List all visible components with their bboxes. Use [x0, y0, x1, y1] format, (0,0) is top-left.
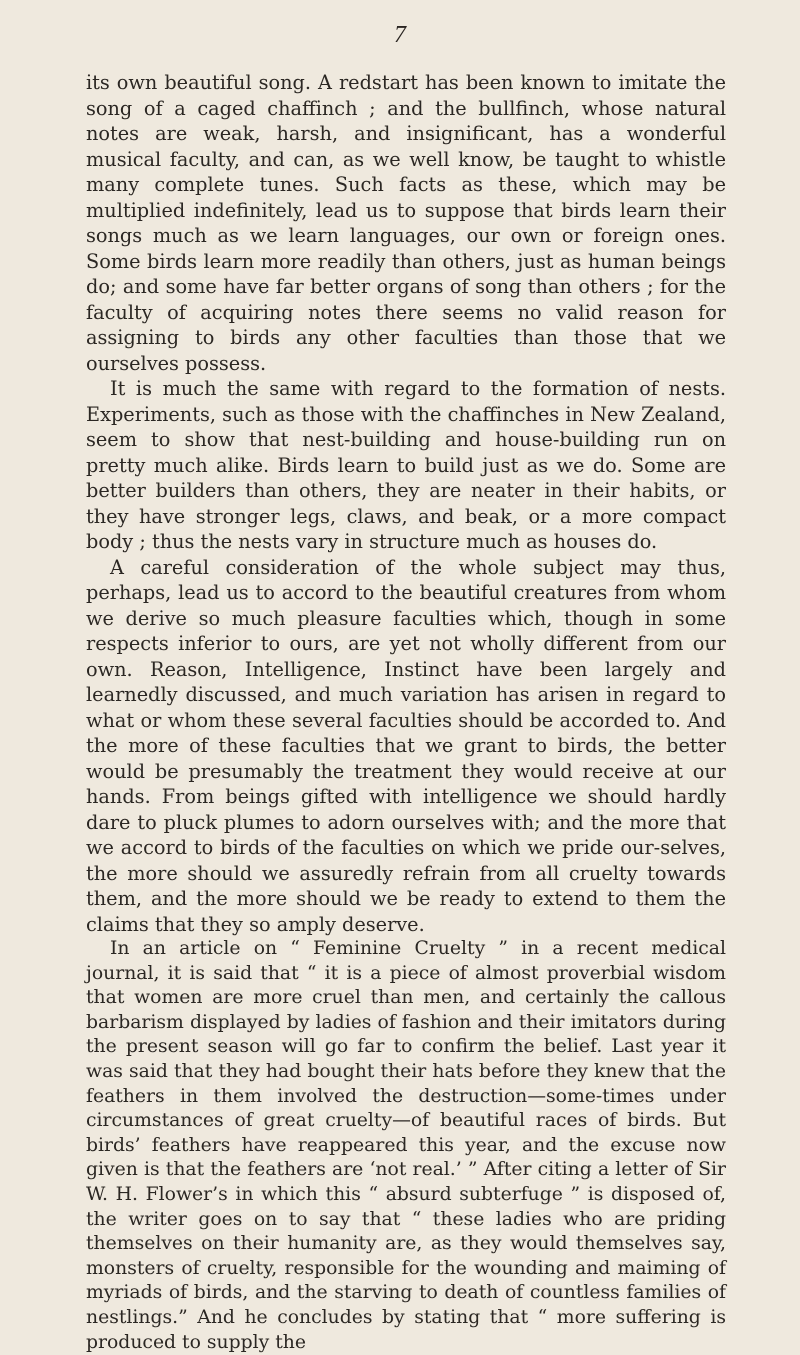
paragraph-faculties: A careful consideration of the whole subject may thus, perhaps, lead us to accord to the beautiful creatures from whom we derive so much pleasure faculties which, though in some respects inferior to ours, are yet not wholly different from our own. Reason, Intelligence, Instinct have been largely and learnedly discussed, and much variation has arisen in regard to what or whom these several faculties should be accorded to. And the more of these faculties that we grant to birds, the better would be presumably the treatment they would receive at our hands. From beings gifted with intelligence we should hardly dare to pluck plumes to adorn ourselves with; and the more that we accord to birds of the faculties on which we pride our-selves, the more should we assuredly refrain from all cruelty towards them, and the more should we be ready to extend to them the claims that they so amply deserve. — [86, 555, 726, 936]
paragraph-nests: It is much the same with regard to the formation of nests. Experiments, such as those with the chaffinches in New Zealand, seem to show that nest-building and house-building run on pretty much alike. Birds learn to build just as we do. Some are better builders than others, they are neater in their habits, or they have stronger legs, claws, and beak, or a more compact body ; thus the nests vary in structure much as houses do. — [86, 377, 726, 553]
page-text — [86, 70, 726, 1355]
page-number: 7 — [394, 22, 406, 48]
paragraph-feminine-cruelty: In an article on “ Feminine Cruelty ” in a recent medical journal, it is said that “ it is a piece of almost proverbial wisdom that women are more cruel than men, and certainly the callous barbarism displayed by ladies of fashion and their imitators during the present season will go far to confirm the belief. Last year it was said that they had bought their hats before they knew that the feathers in them involved the destruction—some-times under circumstances of great cruelty—of beautiful races of birds. But birds’ feathers have reappeared this year, and the excuse now given is that the feathers are ‘not real.’ ” After citing a letter of Sir W. H. Flower’s in which this “ absurd subterfuge ” is disposed of, the writer goes on to say that “ these ladies who are priding themselves on their humanity are, as they would themselves say, monsters of cruelty, responsible for the wounding and maiming of myriads of birds, and the starving to death of countless families of nestlings.” And he concludes by stating that “ more suffering is produced to supply the — [86, 938, 726, 1353]
paragraph-birdsong: its own beautiful song. A redstart has been known to imitate the song of a caged chaffinch ; and the bullfinch, whose natural notes are weak, harsh, and insignificant, has a wonderful musical faculty, and can, as we well know, be taught to whistle many complete tunes. Such facts as these, which may be multiplied indefinitely, lead us to suppose that birds learn their songs much as we learn languages, our own or foreign ones. Some birds learn more readily than others, just as human beings do; and some have far better organs of song than others ; for the faculty of acquiring notes there seems no valid reason for assigning to birds any other faculties than those that we ourselves possess. — [86, 71, 726, 375]
